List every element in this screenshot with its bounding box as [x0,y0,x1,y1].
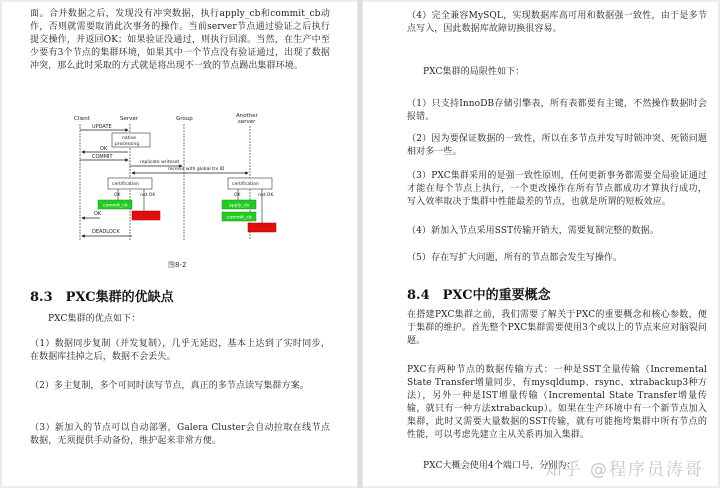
right-paragraph-4: （2）因为要保证数据的一致性，所以在多节点并发写时锁冲突、死锁问题相对多一些。 [407,134,707,157]
section-heading-8-4: 8.4 PXC中的重要概念 [407,288,551,303]
left-paragraph-1: 面。合并数据之后，发现没有冲突数据，执行apply_cb和commit_cb动作，否则就需要取消此次事务的操作。当前server节点通过验证之后执行提交操作，并返回OK；如果验证没通过，则执行回滚。当然，在生产中至少要有3个节点的集群环境，如果其中一个节点没有验证通过，出现了数据冲突，那么此时采取的方式就是将出现不一致的节点踢出集群环境。 [30,9,330,71]
right-paragraph-1: （4）完全兼容MySQL，实现数据库高可用和数据强一致性，由于是多节点写入，因此数据库故障切换很容易。 [407,11,707,34]
commit-cb-label-1: commit_cb [103,203,128,209]
left-paragraph-2: PXC集群的优点如下： [48,314,141,324]
not-ok-label-1: not OK [140,193,156,198]
right-paragraph-2: PXC集群的局限性如下： [423,67,525,77]
ok-label-4: OK [94,211,102,217]
left-paragraph-4: （2）多主复制，多个可同时读写节点，真正的多节点读写集群方案。 [30,381,309,391]
right-paragraph-10: PXC大概会使用4个端口号，分别为： [423,461,576,471]
right-paragraph-7: （5）存在写扩大问题，所有的节点都会发生写操作。 [407,253,623,263]
col-another-label: Another [236,113,258,119]
left-page [2,2,357,486]
col-another-server-label: server [238,119,256,125]
galera-replication-diagram [60,112,290,262]
native-label: native [122,136,137,141]
right-paragraph-9: PXC有两种节点的数据传输方式：一种是SST全量传输（Incremental State Transfer增量同步，有mysqldump、rsync、xtrabackup3种方法），另外一种是IST增量传输（Incremental State Transfer增量传输，就只有一种方法xtrabackup）。如果在生产环境中有一个新节点加入集群，此时又需要大量数据的SST传输，就有可能拖垮集群中所有节点的性能，可以考虑先建立主从关系再加入集群。 [407,365,707,440]
certification-label-1: certification [112,182,139,187]
commit-label: COMMIT [92,154,113,160]
right-page [363,2,718,486]
watermark: 知乎 @程序员涛哥 [544,460,704,480]
col-group-label: Group [176,116,193,122]
figure-caption: 图8-2 [168,261,187,269]
page-gutter [358,0,362,488]
not-ok-label-2: not OK [258,193,274,198]
deadlock-label: DEADLOCK [92,229,120,235]
processing-label: processing [115,142,140,147]
ok-label-2: OK [114,193,121,198]
commit-cb-label-2: commit_cb [227,215,252,221]
ok-label-3: OK [234,193,241,198]
certification-label-2: certification [232,182,259,187]
right-paragraph-3: （1）只支持InnoDB存储引擎表，所有表都要有主键，不然操作数据时会报错。 [407,99,707,122]
section-heading-8-3: 8.3 PXC集群的优缺点 [30,290,174,305]
update-label: UPDATE [92,124,112,130]
col-server-label: Server [120,116,139,122]
apply-cb-label: apply_cb [229,203,249,209]
right-paragraph-6: （4）新加入节点采用SST传输开销大，需要复制完整的数据。 [407,226,659,236]
ok-label-1: OK [100,146,108,152]
rollback-red-box [132,211,160,220]
right-paragraph-5: （3）PXC集群采用的是强一致性原则，任何更新事务都需要全局验证通过才能在每个节点上执行，一个更改操作在所有节点都成功才算执行成功，写入效率取决于集群中性能最差的节点，也就是所谓的短板效应。 [407,171,707,207]
replicate-label: replicate writeset [140,160,180,165]
left-paragraph-3: （1）数据同步复制（并发复制），几乎无延迟，基本上达到了实时同步，在数据库挂掉之后，数据不会丢失。 [30,339,330,362]
right-paragraph-8: 在搭建PXC集群之前，我们需要了解关于PXC的重要概念和核心参数，便于集群的维护。首先整个PXC集群需要使用3个或以上的节点来应对脑裂问题。 [407,310,707,346]
col-client-label: Client [74,116,90,122]
left-paragraph-5: （3）新加入的节点可以自动部署，Galera Cluster会自动拉取在线节点数据，无须提供手动备份，维护起来非常方便。 [30,423,330,446]
receive-label: receive with global trx ID [168,167,225,172]
rollback-red-box-2 [248,223,276,232]
